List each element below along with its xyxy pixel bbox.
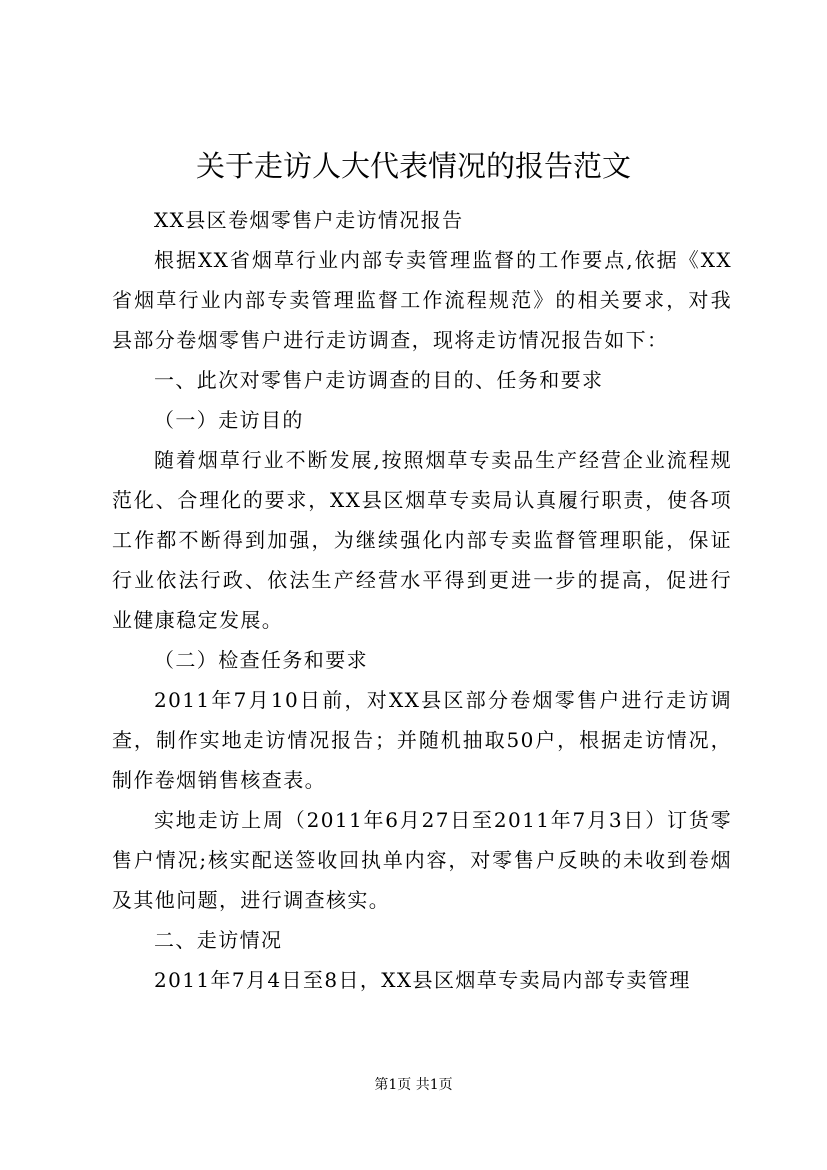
paragraph-field-visit: 实地走访上周（2011年6月27日至2011年7月3日）订货零售户情况;核实配送签收回执单内容，对零售户反映的未收到卷烟及其他问题，进行调查核实。 [112,808,732,912]
subsection-heading-1: （一）走访目的 [154,408,304,432]
page-footer: 第1页 共1页 [374,1077,453,1093]
section-heading-1: 一、此次对零售户走访调查的目的、任务和要求 [154,368,604,392]
document-body [112,200,732,1000]
section-heading-2: 二、走访情况 [154,928,283,952]
subsection-heading-2: （二）检查任务和要求 [154,648,368,672]
document-title: 关于走访人大代表情况的报告范文 [195,149,631,183]
paragraph-report-subtitle: XX县区卷烟零售户走访情况报告 [154,208,464,232]
paragraph-purpose: 随着烟草行业不断发展,按照烟草专卖品生产经营企业流程规范化、合理化的要求，XX县区烟草专卖局认真履行职责，使各项工作都不断得到加强，为继续强化内部专卖监督管理职能，保证行业依法行政、依法生产经营水平得到更进一步的提高，促进行业健康稳定发展。 [112,448,732,632]
paragraph-intro: 根据XX省烟草行业内部专卖管理监督的工作要点,依据《XX省烟草行业内部专卖管理监督工作流程规范》的相关要求，对我县部分卷烟零售户进行走访调查，现将走访情况报告如下： [112,248,732,352]
paragraph-tasks: 2011年7月10日前，对XX县区部分卷烟零售户进行走访调查，制作实地走访情况报告；并随机抽取50户，根据走访情况，制作卷烟销售核查表。 [112,688,732,792]
paragraph-visit-status: 2011年7月4日至8日，XX县区烟草专卖局内部专卖管理 [154,968,691,992]
